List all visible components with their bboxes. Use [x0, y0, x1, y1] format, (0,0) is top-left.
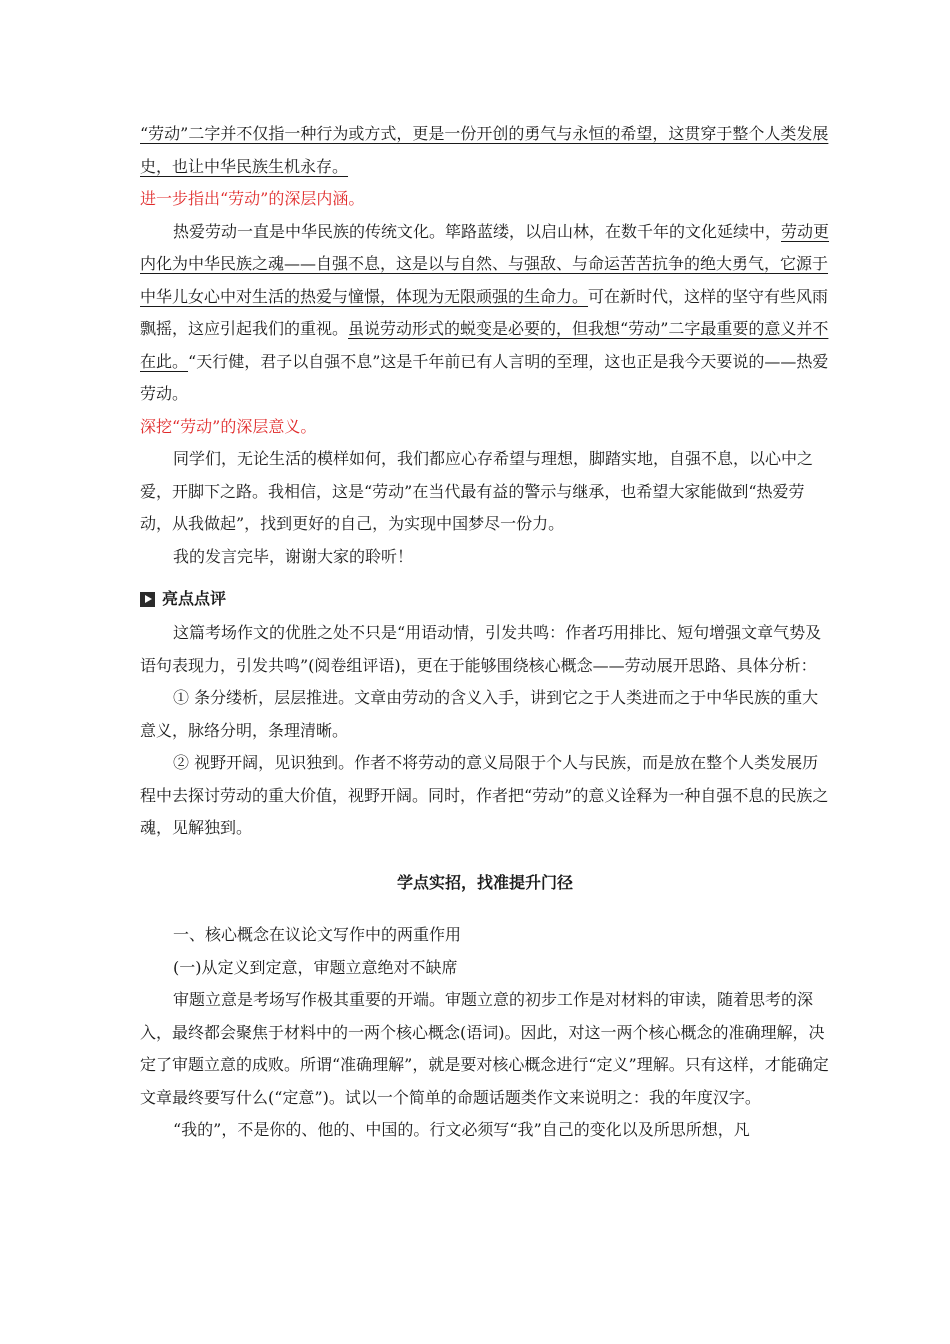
review-heading [140, 581, 830, 617]
section-title: 学点实招，找准提升门径 [396, 872, 573, 892]
review-point-1: ① 条分缕析，层层推进。文章由劳动的含义入手，讲到它之于人类进而之于中华民族的重大意义，脉络分明，条理清晰。 [140, 688, 819, 740]
review-paragraph: 这篇考场作文的优胜之处不只是“用语动情，引发共鸣：作者巧用排比、短句增强文章气势及语句表现力，引发共鸣”(阅卷组评语)，更在于能够围绕核心概念——劳动展开思路、具体分析： [140, 623, 822, 675]
play-triangle-icon [140, 592, 155, 607]
document-body [140, 118, 830, 1147]
heading-level-1: 一、核心概念在议论文写作中的两重作用 [173, 925, 462, 944]
underlined-sentence: 劳动更内化为中华民族之魂——自强不息，这是以与自然、与强敌、与命运苦苦抗争的绝大勇气，它源于中华儿女心中对生活的热爱与憧憬，体现为无限顽强的生命力。 [140, 221, 830, 306]
underlined-sentence: 虽说劳动形式的蜕变是必要的，但我想“劳动”二字最重要的意义并不在此。 [140, 319, 829, 371]
paragraph-conclusion: 同学们，无论生活的模样如何，我们都应心存希望与理想，脚踏实地，自强不息，以心中之爱，开脚下之路。我相信，这是“劳动”在当代最有益的警示与继承，也希望大家能做到“热爱劳动，从我做起”，找到更好的自己，为实现中国梦尽一份力。 [140, 449, 814, 533]
review-point-2: ② 视野开阔，见识独到。作者不将劳动的意义局限于个人与民族，而是放在整个人类发展历程中去探讨劳动的重大价值，视野开阔。同时，作者把“劳动”的意义诠释为一种自强不息的民族之魂，见解独到。 [140, 753, 829, 837]
review-heading-label: 亮点点评 [162, 588, 227, 608]
annotation-note: 进一步指出“劳动”的深层内涵。 [140, 189, 365, 208]
paragraph-tradition: 热爱劳动一直是中华民族的传统文化。筚路蓝缕，以启山林，在数千年的文化延续中，劳动更内化为中华民族之魂——自强不息，这是以与自然、与强敌、与命运苦苦抗争的绝大勇气，它源于中华儿女心中对生活的热爱与憧憬，体现为无限顽强的生命力。可在新时代，这样的坚守有些风雨飘摇，这应引起我们的重视。虽说劳动形式的蜕变是必要的，但我想“劳动”二字最重要的意义并不在此。“天行健，君子以自强不息”这是千年前已有人言明的至理，这也正是我今天要说的——热爱劳动。 [140, 221, 830, 403]
heading-level-2: (一)从定义到定意，审题立意绝对不缺席 [173, 957, 458, 977]
paragraph-closing: 我的发言完毕，谢谢大家的聆听！ [173, 546, 414, 566]
annotation-note: 深挖“劳动”的深层意义。 [140, 416, 317, 436]
paragraph-labor-meaning [140, 118, 830, 183]
lesson-paragraph: “我的”，不是你的、他的、中国的。行文必须写“我”自己的变化以及所思所想，凡 [173, 1120, 750, 1139]
lesson-paragraph: 审题立意是考场写作极其重要的开端。审题立意的初步工作是对材料的审读，随着思考的深入，最终都会聚焦于材料中的一两个核心概念(语词)。因此，对这一两个核心概念的准确理解，决定了审题立意的成败。所谓“准确理解”，就是要对核心概念进行“定义”理解。只有这样，才能确定文章最终要写什么(“定意”)。试以一个简单的命题话题类作文来说明之：我的年度汉字。 [140, 990, 829, 1107]
underlined-sentence: “劳动”二字并不仅指一种行为或方式，更是一份开创的勇气与永恒的希望，这贯穿于整个人类发展史，也让中华民族生机永存。 [140, 124, 829, 176]
